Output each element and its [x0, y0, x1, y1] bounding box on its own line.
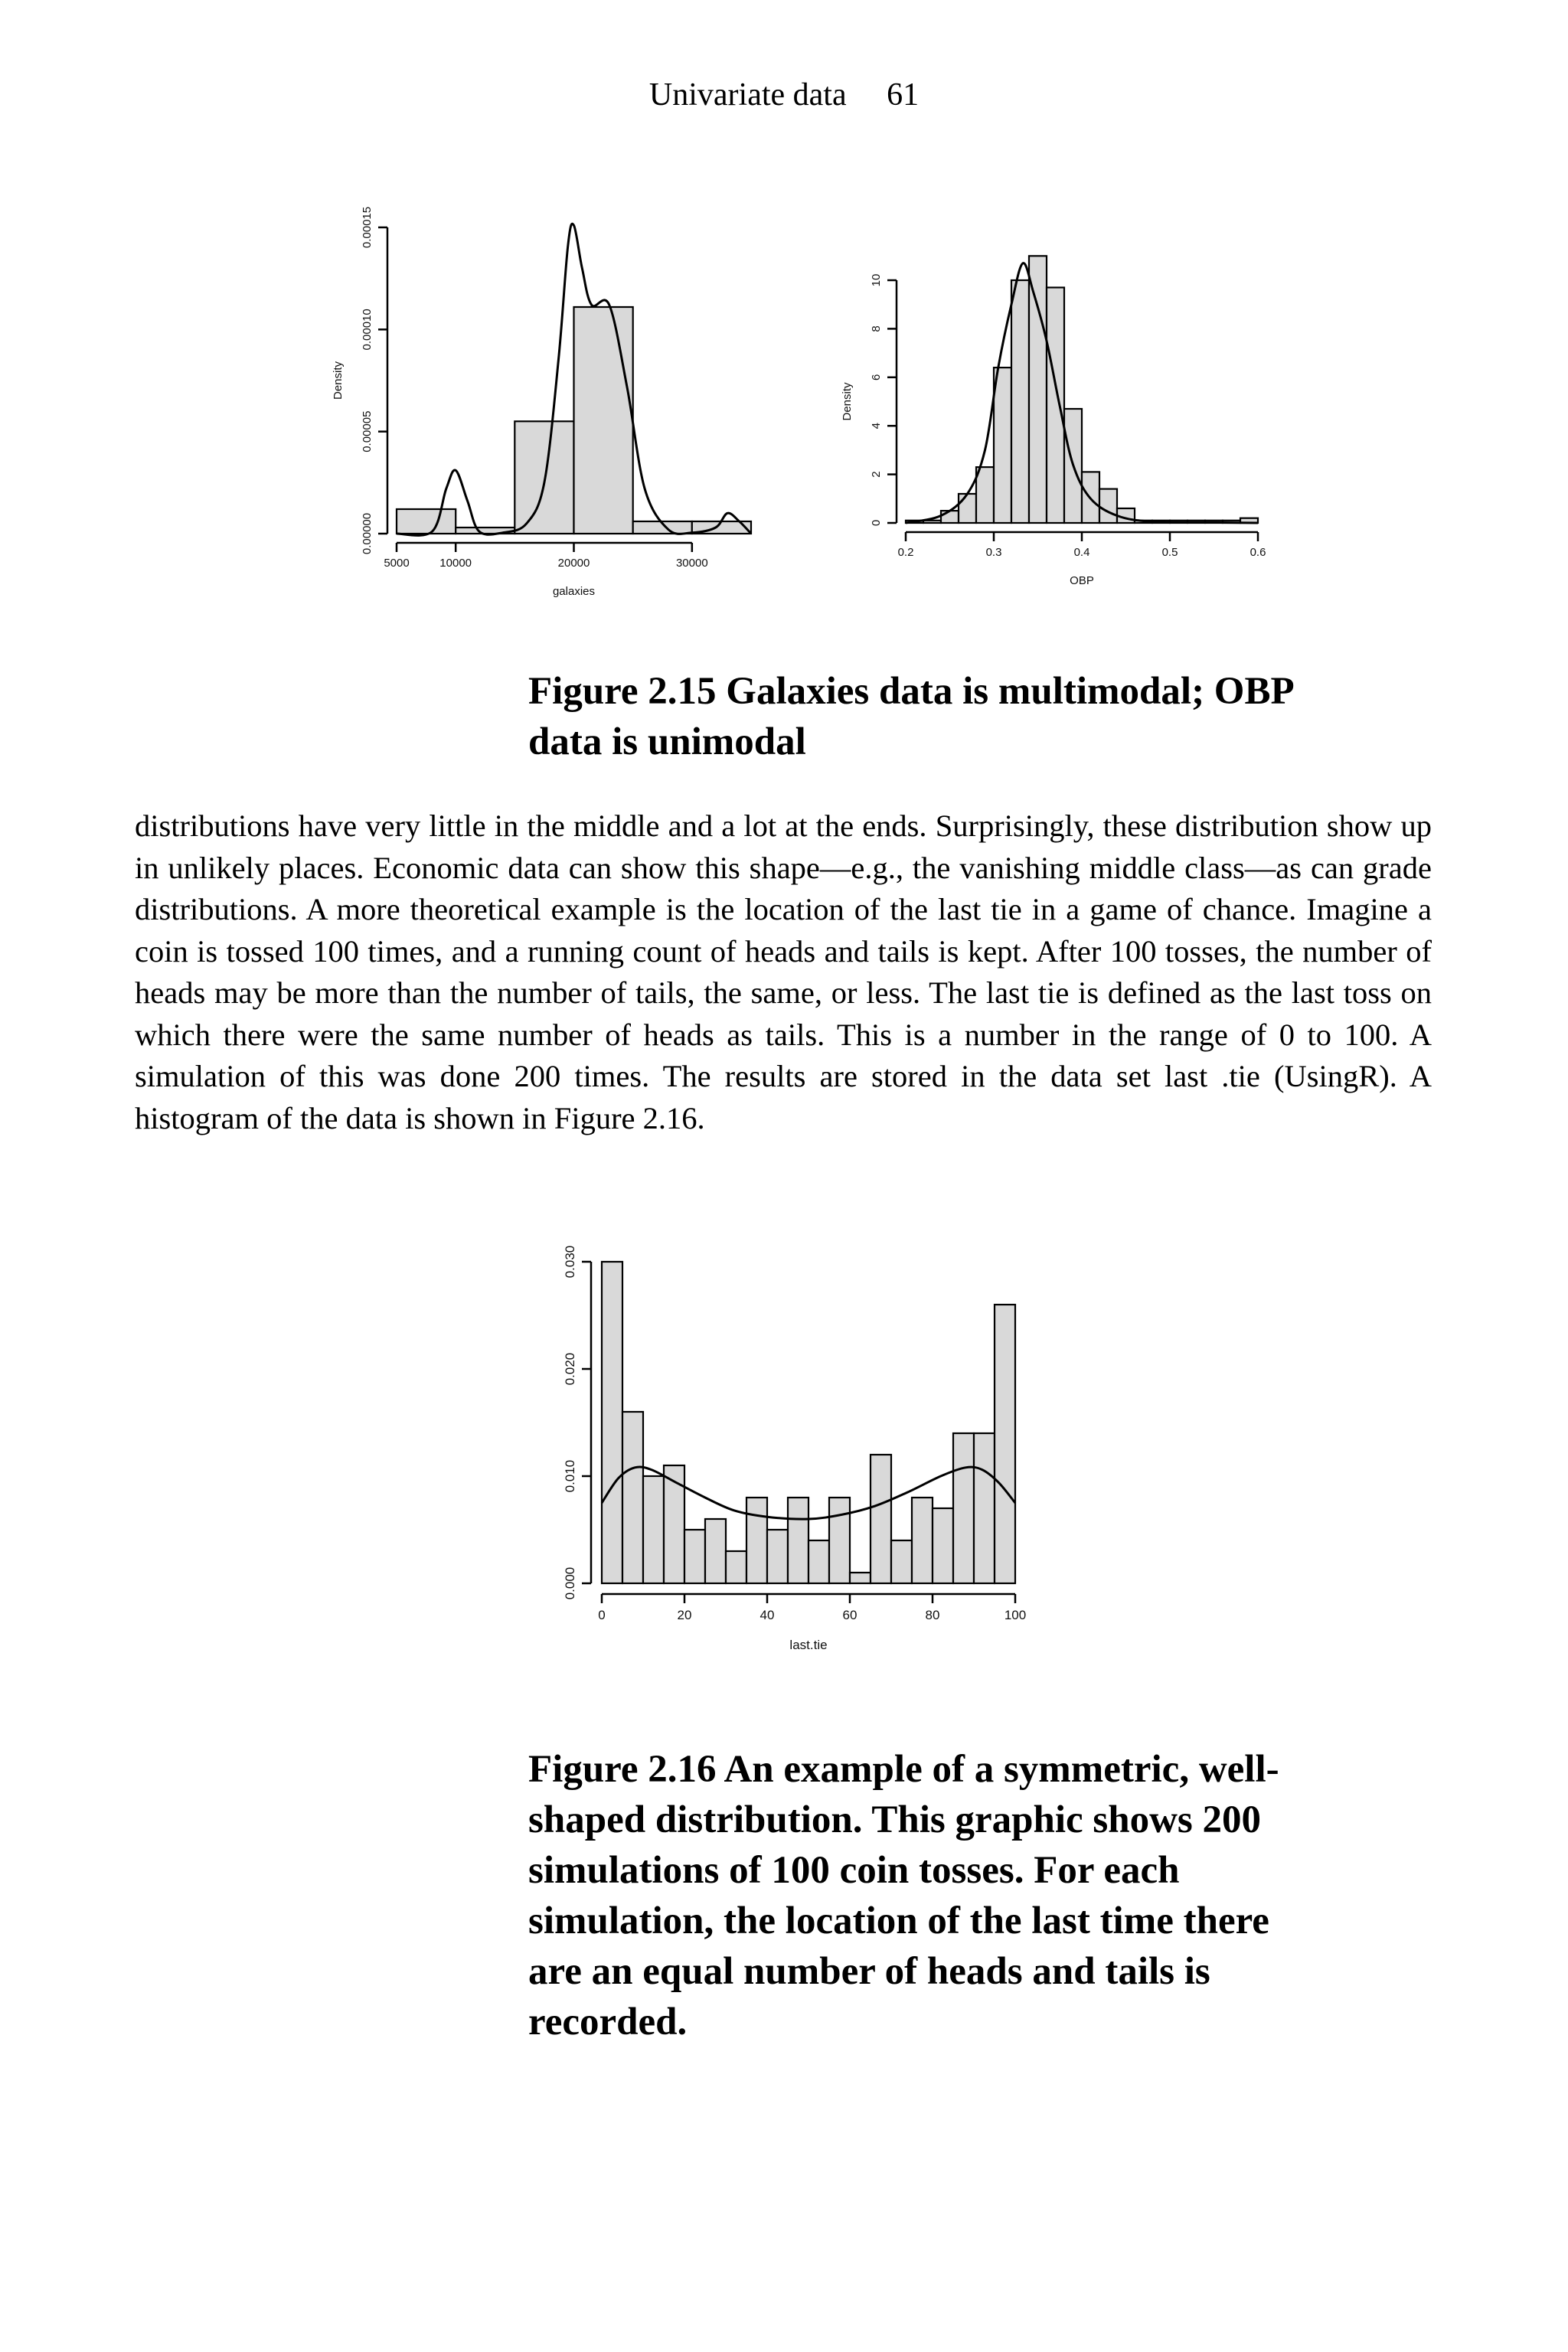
y-axis-title: Density: [841, 382, 854, 421]
histogram-bar: [397, 509, 456, 534]
histogram-bar: [912, 1498, 933, 1583]
x-tick-label: 30000: [675, 557, 708, 570]
histogram-bar: [643, 1476, 664, 1583]
body-paragraph: distributions have very little in the middle and a lot at the ends. Surprisingly, these distribution show up in unlikely places. Economic data can show this shape—e.g., the vanishing middle class—as can grade distributions. A more theoretical example is the location of the last tie in a game of chance. Imagine a coin is tossed 100 times, and a running count of heads and tails is kept. After 100 tosses, the number of heads may be more than the number of tails, the same, or less. The last tie is defined as the last toss on which there were the same number of heads as tails. This is a number in the range of 0 to 100. A simulation of this was done 200 times. The results are stored in the data set last .tie (UsingR). A histogram of the data is shown in Figure 2.16.: [135, 808, 1432, 1135]
histogram-bar: [891, 1540, 912, 1583]
histogram-bar: [995, 1305, 1015, 1583]
histogram-bar: [1029, 256, 1047, 523]
x-tick-label: 0.3: [985, 546, 1002, 559]
histogram-bar: [871, 1455, 891, 1583]
y-tick-label: 0.00000: [361, 512, 374, 555]
running-header: [0, 75, 1568, 115]
histogram-bar: [664, 1465, 684, 1583]
x-axis-title: OBP: [1070, 574, 1094, 587]
x-tick-label: 60: [842, 1608, 858, 1622]
histogram-bar: [933, 1508, 953, 1583]
x-tick-label: 20000: [557, 557, 590, 570]
y-tick-label: 0.010: [563, 1459, 577, 1493]
histogram-bar: [767, 1530, 788, 1583]
y-axis-title: Density: [332, 361, 345, 400]
y-tick-label: 0.00005: [361, 410, 374, 452]
histogram-bar: [850, 1573, 871, 1583]
obp-histogram-chart: [808, 222, 1282, 628]
x-tick-label: 100: [1004, 1608, 1027, 1622]
histogram-bar: [622, 1412, 643, 1583]
x-axis-title: last.tie: [789, 1638, 828, 1652]
histogram-bar: [994, 368, 1011, 523]
x-tick-label: 0.5: [1161, 546, 1178, 559]
x-tick-label: 10000: [439, 557, 472, 570]
histogram-bar: [941, 511, 959, 523]
histogram-bar: [976, 467, 994, 523]
figure-2-16-caption: Figure 2.16 An example of a symmetric, well-shaped distribution. This graphic shows 200 simulations of 100 coin tosses. For each simulation, the location of the last time there are an equal number of heads and tails is recorded.: [528, 1748, 1279, 2043]
histogram-bar: [705, 1519, 726, 1583]
x-tick-label: 80: [925, 1608, 940, 1622]
histogram-bar: [574, 307, 633, 534]
density-curve: [906, 263, 1258, 523]
histogram-bar: [1099, 489, 1117, 523]
y-tick-label: 0.020: [563, 1352, 577, 1386]
histogram-bar: [684, 1530, 705, 1583]
x-tick-label: 0.2: [897, 546, 914, 559]
y-tick-label: 2: [870, 471, 883, 478]
histogram-bar: [746, 1498, 767, 1583]
histogram-bar: [808, 1540, 829, 1583]
figure-2-15-caption: Figure 2.15 Galaxies data is multimodal; OBP data is unimodal: [528, 670, 1292, 763]
y-tick-label: 4: [870, 423, 883, 430]
x-tick-label: 5000: [384, 557, 410, 570]
histogram-bar: [974, 1433, 995, 1583]
x-tick-label: 20: [677, 1608, 692, 1622]
x-tick-label: 40: [760, 1608, 775, 1622]
histogram-bar: [788, 1498, 808, 1583]
histogram-bar: [829, 1498, 850, 1583]
last-tie-histogram-chart: [536, 1225, 1057, 1730]
y-tick-label: 0: [870, 519, 883, 527]
x-tick-label: 0.6: [1250, 546, 1266, 559]
y-tick-label: 8: [870, 325, 883, 332]
histogram-bar: [726, 1551, 746, 1583]
histogram-bar: [602, 1262, 622, 1583]
y-tick-label: 0.00010: [361, 309, 374, 351]
y-tick-label: 0.00015: [361, 206, 374, 249]
y-tick-label: 0.000: [563, 1566, 577, 1600]
section-title: Univariate data: [648, 77, 847, 113]
histogram-bar: [953, 1433, 974, 1583]
histogram-bar: [1047, 288, 1064, 524]
x-axis-title: galaxies: [552, 585, 596, 598]
y-tick-label: 0.030: [563, 1245, 577, 1279]
galaxies-histogram-chart: [299, 191, 773, 628]
x-tick-label: 0: [598, 1608, 606, 1622]
page-number: 61: [887, 77, 920, 113]
histogram-bar: [1011, 280, 1029, 523]
y-tick-label: 10: [870, 273, 883, 287]
x-tick-label: 0.4: [1073, 546, 1090, 559]
y-tick-label: 6: [870, 374, 883, 381]
histogram-bar: [959, 494, 976, 523]
